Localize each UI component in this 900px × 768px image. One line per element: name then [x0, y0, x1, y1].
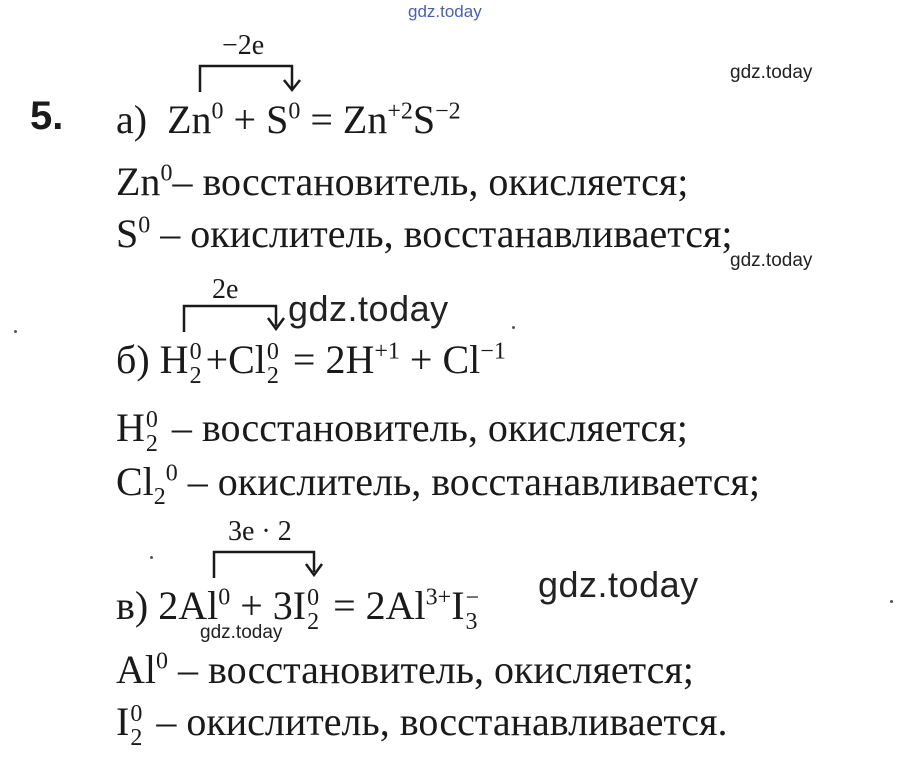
- eq-c-rhs-i-index: [465, 584, 480, 635]
- part-a-label: а): [116, 97, 148, 142]
- eq-b-plus2: +: [409, 337, 433, 382]
- eq-c-rhs-i-ox: −: [465, 584, 480, 611]
- part-a-line-1-ox: 0: [160, 160, 173, 187]
- part-b-line-1-sub: 2: [145, 430, 158, 457]
- eq-b-plus: +: [205, 337, 229, 382]
- eq-a-s2-ox: −2: [435, 98, 461, 125]
- scan-speck: [150, 556, 153, 559]
- eq-b-equals: =: [292, 337, 316, 382]
- eq-c-rhs-al: 2Al: [365, 583, 426, 628]
- part-c-line-2-text: – окислитель, восстанавливается.: [146, 699, 728, 744]
- eq-a-plus: +: [233, 97, 257, 142]
- eq-a-equals: =: [310, 97, 333, 142]
- eq-b-cl-index: [266, 338, 281, 389]
- electron-transfer-label-a: −2e: [222, 30, 265, 61]
- equation-a: [116, 96, 461, 143]
- eq-c-rhs-al-ox: 3+: [425, 584, 452, 611]
- eq-c-equals: =: [333, 583, 356, 628]
- eq-b-cl-ox: 0: [266, 338, 279, 365]
- watermark-b-large: gdz.today: [288, 288, 449, 329]
- eq-a-zn: Zn: [167, 97, 212, 142]
- eq-b-rhs-h-ox: +1: [374, 338, 400, 365]
- eq-c-i: 3I: [272, 583, 307, 628]
- eq-b-h-index: [189, 338, 204, 389]
- part-c-line-2: [116, 698, 728, 751]
- eq-c-i-ox: 0: [307, 584, 320, 611]
- part-b-line-1-element: H: [116, 405, 145, 450]
- eq-c-al: 2Al: [158, 583, 219, 628]
- part-c-line-1: [116, 646, 694, 693]
- part-b-line-2-text: – окислитель, восстанавливается;: [177, 459, 761, 504]
- eq-b-h: H: [159, 337, 189, 382]
- part-b-line-2-sub: 2: [153, 484, 166, 510]
- part-a-line-1-element: Zn: [116, 159, 161, 204]
- part-c-label: в): [116, 583, 149, 628]
- eq-c-rhs-i-sub: 3: [465, 608, 478, 635]
- scan-speck: [14, 330, 17, 333]
- part-c-line-1-element: Al: [116, 647, 156, 692]
- scan-speck: [512, 326, 515, 329]
- part-b-line-2-ox: 0: [165, 460, 178, 487]
- problem-number: 5.: [30, 94, 64, 138]
- eq-a-zn2-ox: +2: [387, 98, 413, 125]
- part-b-line-2: [116, 458, 761, 510]
- eq-a-s2: S: [412, 97, 436, 142]
- watermark-v-small: gdz.today: [200, 622, 283, 643]
- eq-c-plus: +: [240, 583, 263, 628]
- eq-c-i-index: [307, 584, 321, 635]
- part-a-line-2-text: – окислитель, восстанавливается;: [150, 211, 733, 256]
- electron-transfer-label-c: 3e · 2: [228, 516, 292, 547]
- part-a-line-2-element: S: [116, 211, 139, 256]
- watermark-right-top: gdz.today: [730, 62, 813, 83]
- part-a-line-1: [116, 158, 688, 205]
- eq-b-rhs-cl: Cl: [442, 337, 481, 382]
- equation-b: [116, 336, 506, 389]
- eq-b-rhs-h: 2H: [325, 337, 375, 382]
- part-b-line-2-element: Cl: [116, 459, 154, 504]
- eq-a-s: S: [266, 97, 289, 142]
- eq-b-cl: Cl: [228, 337, 266, 382]
- part-a-line-2: [116, 210, 732, 257]
- eq-c-i-sub: 2: [307, 608, 320, 635]
- eq-c-rhs-i: I: [451, 583, 465, 628]
- part-a-line-1-text: – восстановитель, окисляется;: [172, 159, 689, 204]
- watermark-top: gdz.today: [408, 2, 482, 21]
- part-c-line-2-index: [130, 700, 144, 751]
- part-c-line-2-element: I: [116, 699, 130, 744]
- eq-a-s-ox: 0: [288, 98, 301, 125]
- watermark-v-large: gdz.today: [538, 564, 699, 605]
- part-b-label: б): [116, 337, 150, 382]
- scan-speck: [890, 600, 893, 603]
- eq-b-cl-sub: 2: [266, 362, 279, 389]
- eq-b-h-sub: 2: [189, 362, 202, 389]
- part-b-line-1-ox: 0: [145, 406, 158, 433]
- part-c-line-1-text: – восстановитель, окисляется;: [168, 647, 694, 692]
- electron-transfer-label-b: 2e: [212, 274, 239, 305]
- part-b-line-1-text: – восстановитель, окисляется;: [161, 405, 688, 450]
- eq-c-al-ox: 0: [218, 584, 231, 611]
- part-b-line-1: [116, 404, 688, 457]
- eq-b-rhs-cl-ox: −1: [480, 338, 506, 365]
- part-c-line-1-ox: 0: [156, 648, 168, 675]
- part-c-line-2-ox: 0: [130, 700, 143, 727]
- part-b-line-1-index: [145, 406, 160, 457]
- eq-b-h-ox: 0: [189, 338, 202, 365]
- part-a-line-2-ox: 0: [138, 212, 151, 239]
- watermark-right-mid: gdz.today: [730, 250, 813, 271]
- part-c-line-2-sub: 2: [130, 724, 143, 751]
- eq-a-zn-ox: 0: [211, 98, 224, 125]
- eq-a-zn2: Zn: [342, 97, 388, 142]
